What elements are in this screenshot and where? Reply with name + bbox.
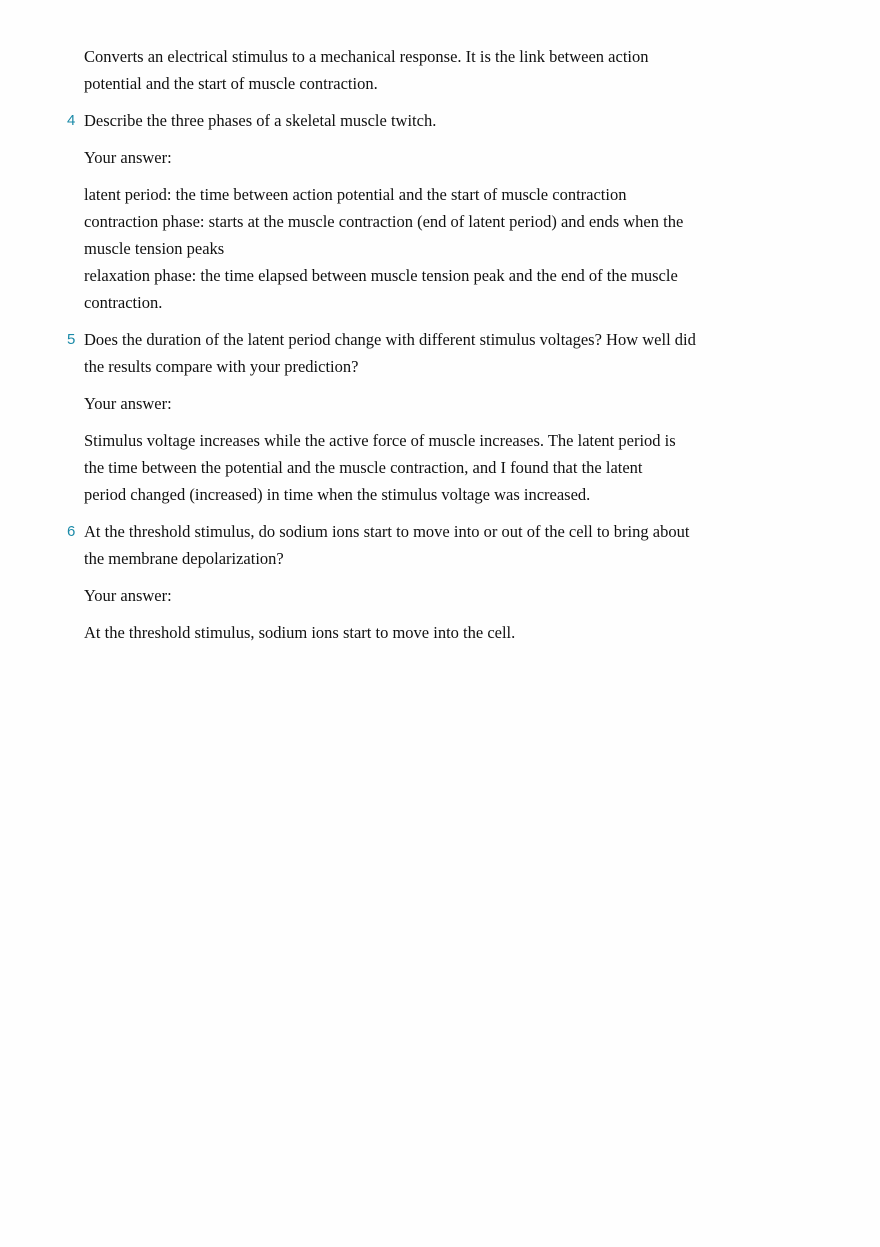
question-6 — [67, 518, 764, 572]
text-line: contraction. — [84, 293, 163, 312]
question-number: 5 — [67, 331, 76, 348]
question-number: 6 — [67, 523, 76, 540]
text-line: Stimulus voltage increases while the active force of muscle increases. The latent period is — [84, 431, 676, 450]
document-body — [67, 43, 764, 656]
question-number: 4 — [67, 112, 76, 129]
text-line: latent period: the time between action potential and the start of muscle contraction — [84, 185, 627, 204]
answer-text — [84, 181, 764, 316]
text-line: Converts an electrical stimulus to a mechanical response. It is the link between action — [84, 47, 649, 66]
text-line: Describe the three phases of a skeletal muscle twitch. — [84, 111, 437, 130]
previous-answer-text — [84, 43, 764, 97]
answer-label: Your answer: — [84, 394, 172, 413]
text-line: relaxation phase: the time elapsed between muscle tension peak and the end of the muscle — [84, 266, 678, 285]
answer-label: Your answer: — [84, 586, 172, 605]
text-line: Does the duration of the latent period change with different stimulus voltages? How well did — [84, 330, 696, 349]
question-5 — [67, 326, 764, 380]
text-line: potential and the start of muscle contraction. — [84, 74, 378, 93]
text-line: the membrane depolarization? — [84, 549, 284, 568]
text-line: period changed (increased) in time when the stimulus voltage was increased. — [84, 485, 591, 504]
text-line: contraction phase: starts at the muscle contraction (end of latent period) and ends when the — [84, 212, 684, 231]
text-line: At the threshold stimulus, sodium ions start to move into the cell. — [84, 623, 516, 642]
answer-text — [84, 619, 764, 646]
text-line: the results compare with your prediction? — [84, 357, 359, 376]
question-4 — [67, 107, 764, 134]
answer-label: Your answer: — [84, 148, 172, 167]
answer-text — [84, 427, 764, 508]
text-line: At the threshold stimulus, do sodium ions start to move into or out of the cell to bring about — [84, 522, 690, 541]
text-line: the time between the potential and the muscle contraction, and I found that the latent — [84, 458, 643, 477]
text-line: muscle tension peaks — [84, 239, 225, 258]
